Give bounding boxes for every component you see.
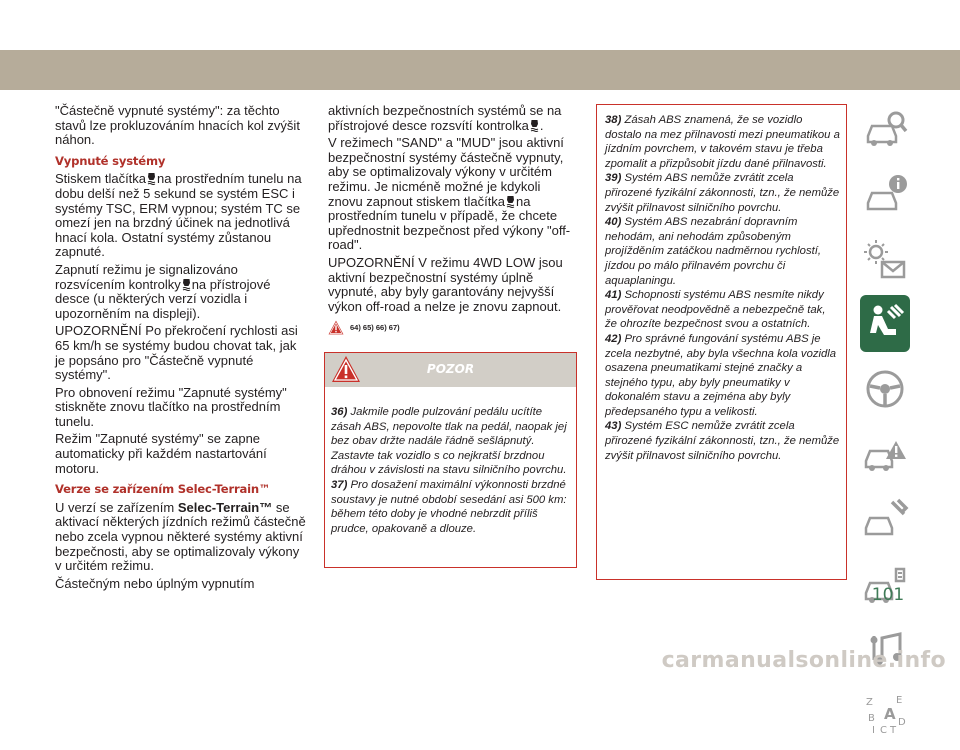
note-40	[605, 215, 840, 288]
paragraph-auto-on: Režim "Zapnuté systémy" se zapne automaticky při každém nastartování motoru.	[55, 431, 267, 476]
paragraph-selec-terrain	[55, 501, 307, 574]
text-segment: U verzí se zařízením	[55, 499, 175, 515]
warning-triangle-icon	[328, 320, 344, 335]
note-number: 38)	[605, 114, 622, 126]
text-segment: na přístrojové desce (u některých verzí vozidla i upozorněním na displeji).	[55, 276, 271, 321]
note-41	[605, 288, 840, 332]
note-38	[605, 113, 840, 171]
sidebar-tab-car-info[interactable]	[860, 165, 910, 222]
paragraph-sand-mud	[328, 136, 578, 253]
bold-term: Selec-Terrain™	[177, 499, 273, 515]
note-text: Pro dosažení maximální výkonnosti brzdné soustavy je nutné období sesedání asi 500 km: během této doby je vhodné nebrzdit příliš prudce, opakovaně a dlouze.	[331, 478, 567, 535]
index-letter: E	[896, 694, 903, 706]
car-tools-icon	[862, 496, 908, 542]
esc-off-icon	[506, 195, 515, 208]
text-segment: se aktivací některých jízdních režimů částečně nebo zcela vypnou některé systémy aktivní bezpečnosti, aby se optimalizovaly výkony v určitém režimu.	[55, 499, 306, 574]
index-letter: C	[880, 724, 887, 736]
paragraph-restore: Pro obnovení režimu "Zapnuté systémy" stiskněte znovu tlačítko na prostředním tunelu.	[55, 384, 287, 429]
paragraph-button-press	[55, 172, 307, 260]
sidebar-tab-safety[interactable]	[860, 295, 910, 352]
alphabet-index-icon	[862, 691, 908, 737]
sidebar-tab-warning-lights[interactable]	[860, 230, 910, 287]
text-segment: .	[539, 117, 544, 133]
esc-off-icon	[147, 172, 156, 185]
paragraph-notice-speed: UPOZORNĚNÍ Po překročení rychlosti asi 65 km/h se systémy budou chovat tak, jak je popsáno pro "Částečně vypnuté systémy".	[55, 323, 298, 383]
warning-references	[328, 320, 578, 335]
seat-airbag-icon	[862, 301, 908, 347]
note-number: 36)	[331, 406, 348, 418]
sidebar-tab-emergency[interactable]	[860, 425, 910, 482]
car-warning-icon	[862, 431, 908, 477]
note-text: Systém ABS nezabrání dopravním nehodám, ani nehodám způsobeným projížděním zatáčkou nadměrnou rychlostí, jízdou po málo přilnavém povrchu či aquaplaningu.	[605, 216, 822, 287]
steering-wheel-icon	[862, 366, 908, 412]
note-42	[605, 332, 840, 420]
note-text: Systém ESC nemůže zvrátit zcela přirozené fyzikální zákonnosti, tzn., že nemůže zvýšit přilnavost silničního povrchu.	[605, 420, 840, 462]
note-number: 42)	[605, 332, 622, 345]
note-number: 39)	[605, 172, 622, 185]
sidebar-tab-car-search[interactable]	[860, 100, 910, 157]
text-column-1	[55, 104, 307, 594]
caution-header	[325, 353, 576, 387]
note-text: Systém ABS nemůže zvrátit zcela přirozené fyzikální zákonnosti, tzn., že nemůže zvýšit přilnavost silničního povrchu.	[605, 172, 840, 214]
note-number: 40)	[605, 216, 622, 229]
car-info-icon	[862, 171, 908, 217]
text-segment: na prostředním tunelu na dobu delší než 5 sekund se systém ESC i systémy TSC, ERM vypnou; systém TC se omezí jen na brzdný účinek na jednotlivá hnací kola. Ostatní systémy zůstanou zapnuté.	[55, 171, 302, 260]
note-text: Schopnosti systému ABS nesmíte nikdy prověřovat neodpovědně a nebezpečně tak, že ohrozíte bezpečnost svou a ostatních.	[605, 289, 826, 331]
index-letter: A	[884, 704, 896, 723]
sidebar-tab-driving[interactable]	[860, 360, 910, 417]
index-letter: I	[872, 724, 875, 736]
reference-numbers: 64) 65) 66) 67)	[350, 322, 400, 332]
index-letter: Z	[866, 696, 873, 708]
paragraph-indicator-lamp	[328, 104, 578, 133]
caution-body	[325, 387, 576, 536]
note-39	[605, 171, 840, 215]
note-text: Pro správné fungování systému ABS je zcela nezbytné, aby byla všechna kola vozidla osazena pneumatikami stejné značky a stejného typu, aby byly pneumatiky v dokonalém stavu a zejména aby byly předepsaného typu a velikosti.	[605, 332, 837, 418]
watermark: carmanualsonline.info	[661, 648, 946, 673]
text-segment: Zapnutí režimu je signalizováno rozsvícením kontrolky	[55, 261, 238, 292]
text-segment: V režimech "SAND" a "MUD" jsou aktivní bezpečnostní systémy částečně vypnuty, aby se optimalizovaly výkony v určitém režimu. Je nicméně možné je kdykoli znovu zapnout stiskem tlačítka	[328, 135, 564, 209]
caution-note-37	[331, 478, 572, 536]
heading-selec-terrain: Verze se zařízením Selec-Terrain™	[55, 482, 271, 497]
page-number: 101	[871, 585, 905, 605]
car-search-icon	[862, 106, 908, 152]
text-segment: Stiskem tlačítka	[55, 171, 147, 187]
note-text: Zásah ABS znamená, že se vozidlo dostalo na mez přilnavosti mezi pneumatikou a jízdním povrchem, v takovém stavu je třeba zpomalit a přizpůsobit jízdu dané přilnavosti.	[605, 114, 840, 170]
notes-box	[596, 104, 847, 580]
caution-note-36	[331, 405, 572, 478]
index-letter: D	[898, 716, 906, 728]
note-number: 43)	[605, 420, 622, 433]
index-letter: B	[868, 712, 875, 724]
index-letter: T	[890, 724, 897, 736]
header-band	[0, 50, 960, 90]
sidebar-tab-index[interactable]	[860, 685, 910, 742]
paragraph-partially-off: "Částečně vypnuté systémy": za těchto stavů lze prokluzováním hnacích kol zvýšit náhon.	[55, 103, 300, 148]
esc-off-icon	[182, 278, 191, 291]
paragraph-indicator	[55, 263, 307, 321]
caution-box	[324, 352, 577, 568]
esc-off-icon	[530, 119, 539, 132]
text-column-2	[328, 104, 578, 335]
caution-title: POZOR	[426, 362, 475, 376]
paragraph-continued: Částečným nebo úplným vypnutím	[55, 575, 255, 591]
text-segment: aktivních bezpečnostních systémů se na přístrojové desce rozsvítí kontrolka	[328, 103, 562, 133]
note-number: 41)	[605, 289, 622, 302]
heading-systems-off: Vypnuté systémy	[55, 153, 166, 168]
warning-lights-icon	[862, 236, 908, 282]
paragraph-4wd-low: UPOZORNĚNÍ V režimu 4WD LOW jsou aktivní bezpečnostní systémy úplně vypnuté, aby byly garantovány nejvyšší výkon off-road a nelze je znovu zapnout.	[328, 254, 563, 314]
text-segment: na prostředním tunelu v případě, že chcete upřednostnit bezpečnost před výkony "off-road".	[328, 193, 571, 253]
note-number: 37)	[331, 478, 348, 491]
sidebar-tab-maintenance[interactable]	[860, 490, 910, 547]
note-43	[605, 419, 840, 463]
note-text: Jakmile podle pulzování pedálu ucítíte zásah ABS, nepovolte tlak na pedál, naopak jej bez obav držte nadále řádně sešlápnutý. Zastavte tak vozidlo s co nejkratší brzdnou dráhou v závislosti na stavu silničního povrchu.	[331, 406, 567, 477]
